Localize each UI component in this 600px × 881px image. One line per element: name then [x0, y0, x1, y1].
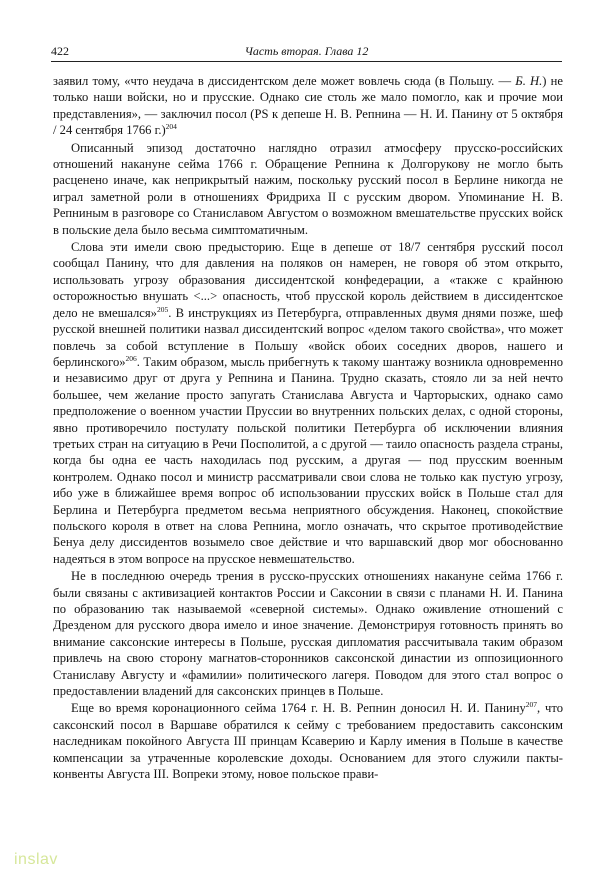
- text-run: , что саксонский посол в Варшаве обратился к сейму с требованием предоставить саксонским наследникам покойного Августа III принцам Ксаверию и Карлу имения в Польше в качестве компенсации за утраченные королевские доходы. Основанием для этого служили пакты-конвенты Августа III. Вопреки этому, новое польское прави-: [53, 701, 563, 782]
- watermark: inslav: [14, 851, 58, 868]
- paragraph: [53, 140, 563, 238]
- text-run: заявил тому, «что неудача в диссидентском деле может вовлечь сюда (в Польшу. —: [53, 74, 516, 88]
- text-run: Описанный эпизод достаточно наглядно отразил атмосферу прусско-российских отношений накануне сейма 1766 г. Обращение Репнина к Долгорукову не могло быть расценено иначе, как неприкрытый нажим, поскольку русский посол в Берлине никогда не играл заметной роли в отношениях Фридриха II с русским двором. Упоминание Н. В. Репниным в разговоре со Станиславом Августом о возможном вмешательстве прусских войск в польские дела было весьма симптоматичным.: [53, 140, 563, 237]
- text-run: Еще во время коронационного сейма 1764 г. Н. В. Репнин доносил Н. И. Панину: [71, 701, 526, 716]
- footnote-ref: 207: [525, 700, 537, 710]
- paragraph: [53, 73, 563, 139]
- body-text: [53, 73, 563, 782]
- footnote-ref: 204: [165, 122, 177, 132]
- header-rule: [51, 61, 562, 62]
- paragraph: [53, 700, 563, 782]
- text-run: ) не только наши войски, но и прусские. Однако сие столь же мало помогло, как и прочие мои представления», — заключил посол (PS к депеше Н. В. Репнина — Н. И. Панину от 5 октября / 24 сентября 1766 г.): [53, 74, 564, 138]
- text-run: Не в последнюю очередь трения в русско-прусских отношениях накануне сейма 1766 г. были связаны с активизацией контактов России и Саксонии в связи с планами Н. И. Панина по образованию так называемой «северной системы». Однако оживление отношений с Дрезденом для русского двора имело и иное значение. Демонстрируя готовность принять во внимание саксонские интересы в Польше, русская дипломатия рассчитывала таким образом привлечь на свою сторону магнатов-сторонников саксонской династии из оппозиционного Станиславу Августу и «фамилии» политического лагеря. Поводом для этого стал вопрос о предоставлении владений для саксонских принцев в Польше.: [53, 569, 563, 699]
- footnote-ref: 205: [156, 304, 169, 314]
- text-run: . В инструкциях из Петербурга, отправленных двумя днями позже, шеф русской внешней политики назвал диссидентский вопрос «делом такого свойства», что может повлечь за собой вступление в Польшу «войск обоих соседних дворов, нашего и берлинского»: [53, 305, 563, 369]
- running-title: Часть вторая. Глава 12: [244, 44, 369, 58]
- paragraph: [53, 568, 563, 699]
- paragraph: [53, 239, 563, 567]
- text-run: Слова эти имели свою предысторию. Еще в депеше от 18/7 сентября русский посол сообщал Панину, что для давления на поляков он намерен, не говоря об этом открыто, использовать угрозу образования диссидентской конфедерации, а «также с крайнюю осторожностью внушать <...> опасность, чтоб прусской король действием в диссидентское дело не вмешался»: [53, 240, 563, 320]
- footnote-ref: 206: [125, 353, 137, 363]
- page-number: 422: [51, 44, 69, 58]
- text-run: . Таким образом, мысль прибегнуть к такому шантажу возникла одновременно и независимо друг от друга у Репнина и Панина. Трудно сказать, стояло ли за ней нечто большее, чем желание просто запугать Станислава Августа и Чарторыских, однако само предположение о военном участии Пруссии во внутренних польских делах, с одной стороны, явно противоречило постулату польской политики Петербурга об исключении влияния третьих стран на ситуацию в Речи Посполитой, а с другой — таило опасность раздела страны, когда бы одна ее часть находилась под русским, а другая — под прусским военным контролем. Однако посол и министр рассматривали свои слова не только как пустую угрозу, ибо уже в ближайшее время вопрос об использовании прусских войск в Польше стал для Берлина и Петербурга предметом весьма неприятного обсуждения. Наконец, спокойствие польского короля в ответ на слова Репнина, могло означать, что скрытое противодействие Бенуа делу диссидентов возымело свое действие и что варшавский двор мог обоснованно надеяться в этом вопросе на прусское невмешательство.: [53, 354, 563, 566]
- italic-text: Б. Н.: [515, 74, 543, 88]
